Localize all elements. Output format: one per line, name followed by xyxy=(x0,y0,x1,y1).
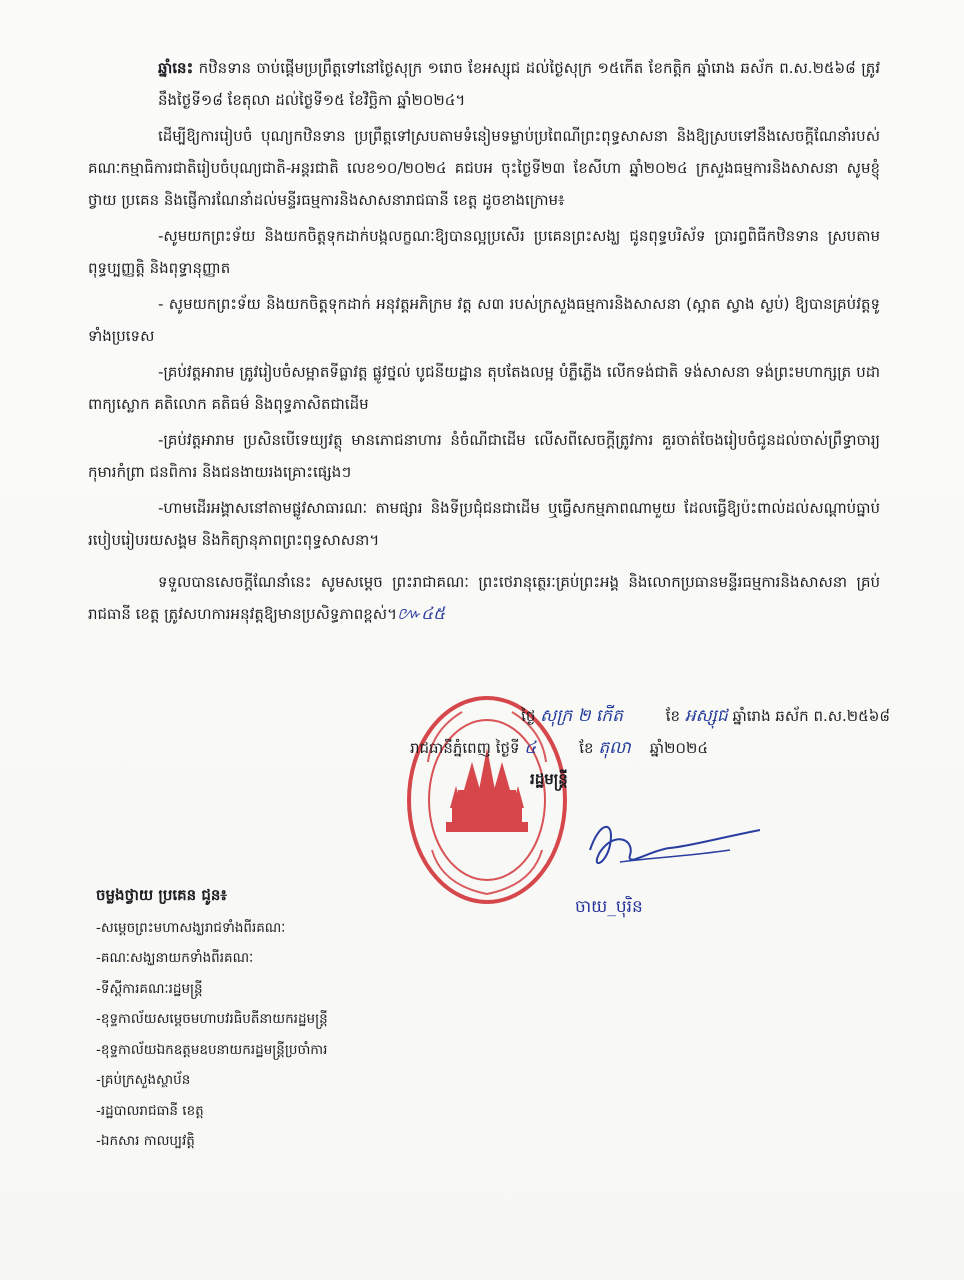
solar-date-suffix: ឆ្នាំ២០២៤ xyxy=(649,739,709,757)
lunar-date-handwritten-day: សុក្រ ២ កើត xyxy=(540,706,623,726)
instruction-item-2: - សូមយកព្រះទ័យ និងយកចិត្តទុកដាក់ អនុវត្តអភិក្រម វត្ត ស៣ របស់ក្រសួងធម្មការនិងសាសនា (ស្អាត ស្វាង ស្ងប់) ឱ្យបានគ្រប់វត្តទូទាំងប្រទេស xyxy=(88,295,880,345)
solar-month-prefix: ខែ xyxy=(579,739,594,757)
recipient-item: -សម្តេចព្រះមហាសង្ឃរាជទាំងពីរគណៈ xyxy=(96,919,286,936)
recipient-item: -រដ្ឋបាលរាជធានី ខេត្ត xyxy=(96,1102,204,1119)
recipient-item: -គ្រប់ក្រសួងស្ថាប័ន xyxy=(96,1072,191,1088)
recipient-item: -ខុទ្ទកាល័យឯកឧត្តមឧបនាយករដ្ឋមន្ត្រីប្រចាំការ xyxy=(96,1041,328,1058)
instruction-item-1: -សូមយកព្រះទ័យ និងយកចិត្តទុកដាក់បង្កលក្ខណៈឱ្យបានល្អប្រសើរ ប្រគេនព្រះសង្ឃ ជូនពុទ្ធបរិស័ទ ប្រារព្ធពិធីកឋិនទាន ស្របតាមពុទ្ធប្បញ្ញត្តិ និងពុទ្ធានុញ្ញាត xyxy=(88,227,880,277)
paragraph-period-text: កឋិនទាន ចាប់ផ្តើមប្រព្រឹត្តទៅនៅថ្ងៃសុក្រ ១រោច ខែអស្សុជ ដល់ថ្ងៃសុក្រ ១៥កើត ខែកត្តិក ឆ្នាំរោង ឆស័ក ព.ស.២៥៦៨ ត្រូវនឹងថ្ងៃទី១៨ ខែតុលា ដល់ថ្ងៃទី១៥ ខែវិច្ឆិកា ឆ្នាំ២០២៤។ xyxy=(158,59,880,109)
signatory-name: ចាយ_បុរិន xyxy=(575,897,643,917)
lunar-date-line xyxy=(330,700,890,732)
paragraph-purpose: ដើម្បីឱ្យការរៀបចំ បុណ្យកឋិនទាន ប្រព្រឹត្តទៅស្របតាមទំនៀមទម្លាប់ប្រពៃណីព្រះពុទ្ធសាសនា និងឱ្យស្របទៅនឹងសេចក្តីណែនាំរបស់គណៈកម្មាធិការជាតិរៀបចំបុណ្យជាតិ-អន្តរជាតិ លេខ១០/២០២៤ គជបអ ចុះថ្ងៃទី២៣ ខែសីហា ឆ្នាំ២០២៤ ក្រសួងធម្មការនិងសាសនា សូមខ្ញុំថ្វាយ ប្រគេន និងផ្ញើការណែនាំដល់មន្ទីរធម្មការនិងសាសនារាជធានី ខេត្ត ដូចខាងក្រោម៖ xyxy=(88,127,880,209)
recipient-item: -ឯកសារ កាលប្បវត្តិ xyxy=(96,1133,195,1149)
paragraph-closing xyxy=(88,566,880,630)
date-block xyxy=(330,700,890,764)
lunar-date-handwritten-month: អស្សុជ xyxy=(684,706,728,726)
solar-date-handwritten-month: តុលា xyxy=(598,738,631,758)
paragraph-period xyxy=(88,52,880,116)
paragraph-closing-text: ទទួលបានសេចក្តីណែនាំនេះ សូមសម្តេច ព្រះរាជាគណៈ ព្រះថេរានុត្ថេរៈគ្រប់ព្រះអង្គ និងលោកប្រធានមន្ទីរធម្មការនិងសាសនា គ្រប់រាជធានី ខេត្ត ត្រូវសហការអនុវត្តឱ្យមានប្រសិទ្ធភាពខ្ពស់។ xyxy=(88,573,880,623)
solar-date-line xyxy=(330,732,890,764)
recipient-item: -ទីស្តីការគណៈរដ្ឋមន្ត្រី xyxy=(96,980,203,997)
instruction-item-5: -ហាមដើរអង្គាសនៅតាមផ្លូវសាធារណៈ តាមផ្សារ និងទីប្រជុំជនជាដើម ឬធ្វើសកម្មភាពណាមួយ ដែលធ្វើឱ្យប៉ះពាល់ដល់សណ្តាប់ធ្នាប់ របៀបរៀបរយសង្គម និងកិត្យានុភាពព្រះពុទ្ធសាសនា។ xyxy=(88,499,880,549)
lunar-month-prefix: ខែ xyxy=(665,707,681,725)
recipients-title: ចម្លងថ្វាយ ប្រគេន ជូន៖ xyxy=(96,886,228,904)
signatory-title: រដ្ឋមន្ត្រី xyxy=(530,770,568,788)
paragraph-period-label: ឆ្នាំនេះ xyxy=(158,59,194,77)
letter-body xyxy=(88,52,880,634)
recipient-item: -ខុទ្ទកាល័យសម្តេចមហាបវរធិបតីនាយករដ្ឋមន្ត្រី xyxy=(96,1011,328,1027)
handwritten-signature xyxy=(560,810,800,880)
lunar-date-prefix: ថ្ងៃ xyxy=(521,707,536,725)
instruction-item-3: -គ្រប់វត្តអារាម ត្រូវរៀបចំសម្អាតទីធ្លាវត្ត ផ្លូវថ្នល់ បូជនីយដ្ឋាន តុបតែងលម្អ បំភ្លឺភ្លើង លើកទង់ជាតិ ទង់សាសនា ទង់ព្រះមហាក្សត្រ បដាពាក្យស្លោក គតិលោក គតិធម៌ និងពុទ្ធភាសិតជាដើម xyxy=(88,363,880,413)
lunar-date-suffix: ឆ្នាំរោង ឆស័ក ព.ស.២៥៦៨ xyxy=(732,707,890,725)
instruction-item-4: -គ្រប់វត្តអារាម ប្រសិនបើទេយ្យវត្ថុ មានភោជនាហារ នំចំណីជាដើម លើសពីសេចក្តីត្រូវការ គួរចាត់ចែងរៀបចំជូនដល់ចាស់ព្រឹទ្ធាចារ្យ កុមារកំព្រា ជនពិការ និងជនងាយរងគ្រោះផ្សេងៗ xyxy=(88,431,880,481)
solar-date-handwritten-day: ៤ xyxy=(524,738,537,758)
recipient-item: -គណៈសង្ឃនាយកទាំងពីរគណៈ xyxy=(96,950,254,966)
handwritten-initial: ៚៤៥ xyxy=(396,604,446,624)
solar-date-prefix: រាជធានីភ្នំពេញ ថ្ងៃទី xyxy=(410,739,520,757)
copy-recipients xyxy=(96,880,556,1157)
